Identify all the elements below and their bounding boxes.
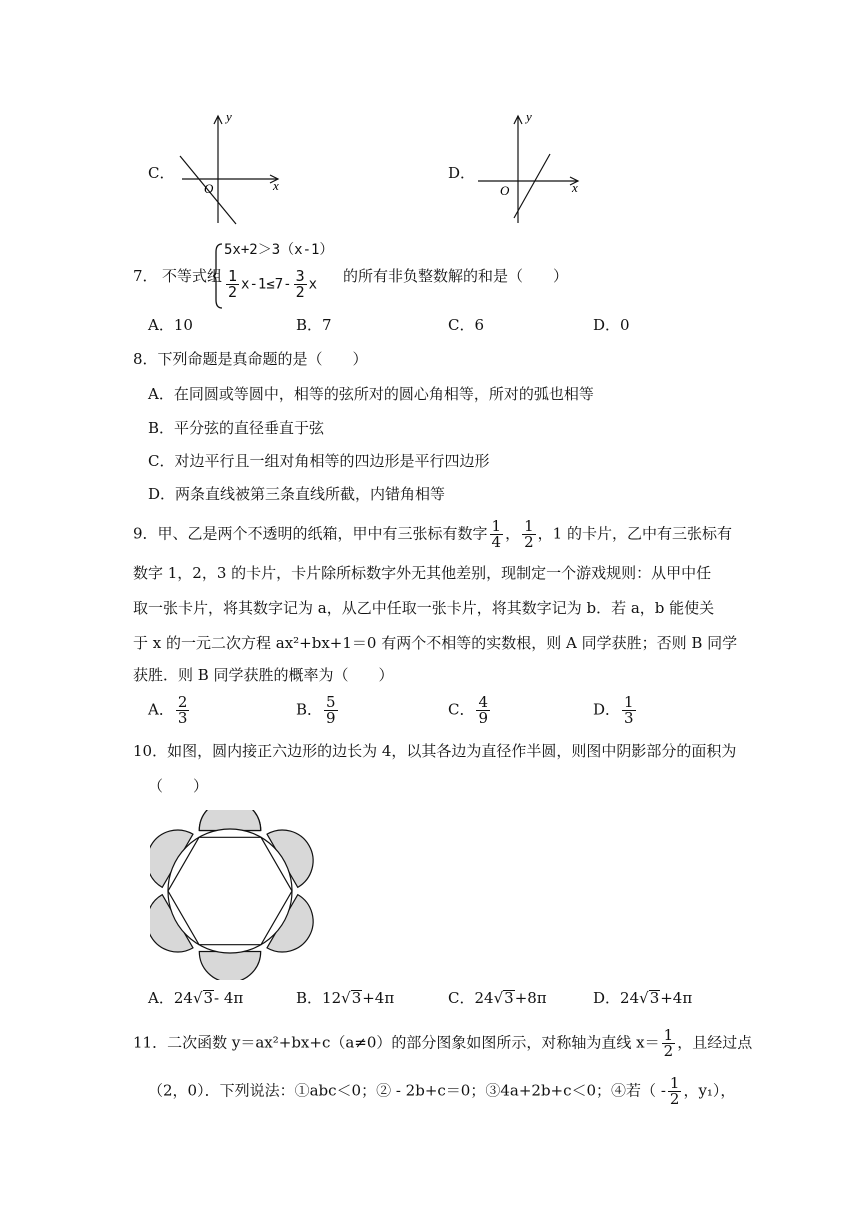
q10-option-a: A．24√3- 4π [148,989,244,1007]
q9-line-3: 取一张卡片，将其数字记为 a，从乙中任取一张卡片，将其数字记为 b．若 a，b 能使关 [133,599,715,617]
option-d-label: D． [448,164,476,182]
q9-line-2: 数字 1，2，3 的卡片，卡片除所标数字外无其他差别，现制定一个游戏规则：从甲中任 [133,564,712,582]
q10-option-d: D．24√3+4π [593,989,693,1007]
q7-option-a: A．10 [148,316,193,334]
option-c-label: C． [148,164,175,182]
hexagon-semicircles-figure [150,810,322,980]
system-brace [212,242,224,310]
q11-line-1: 11．二次函数 y＝ax²+bx+c（a≠0）的部分图象如图所示，对称轴为直线 x＝ $\frac{1}{2}$ ，且经过点 [133,1026,753,1060]
q10-line-1: 10．如图，圆内接正六边形的边长为 4，以其各边为直径作半圆，则图中阴影部分的面积为 [133,742,737,760]
q9-option-a: A． $\frac{2}{3}$ [148,693,188,727]
q10-option-b: B．12√3+4π [296,989,395,1007]
q8-option-b: B．平分弦的直径垂直于弦 [148,419,325,437]
q7-prefix: 不等式组 [162,267,223,285]
q9-option-b: B． $\frac{5}{9}$ [296,693,336,727]
graph-c [170,108,290,228]
q10-line-2: （ ） [148,777,209,795]
svg-text:x: x [572,180,578,195]
q8-option-d: D．两条直线被第三条直线所截，内错角相等 [148,485,446,503]
q7-suffix: 的所有非负整数解的和是（ ） [343,267,569,285]
q11-line-2: （2，0）．下列说法：①abc＜0；② - 2b+c＝0；③4a+2b+c＜0；④若（ - $\frac{1}{2}$ ，y₁）， [148,1074,736,1108]
y-axis-label: y [226,109,232,124]
q10-option-c: C．24√3+8π [448,989,547,1007]
svg-text:O: O [500,183,510,198]
x-axis-label: x [273,178,279,193]
q8-option-c: C．对边平行且一组对角相等的四边形是平行四边形 [148,452,490,470]
svg-text:y: y [526,109,532,124]
q7-option-d: D．0 [593,316,630,334]
q9-line-5: 获胜．则 B 同学获胜的概率为（ ） [133,666,394,684]
q8-stem: 8．下列命题是真命题的是（ ） [133,350,368,368]
q8-option-a: A．在同圆或等圆中，相等的弦所对的圆心角相等，所对的弧也相等 [148,385,594,403]
graph-d [470,108,590,228]
q7-inequality-1: 5x+2＞3（x-1） [224,242,334,258]
q9-option-d: D． $\frac{1}{3}$ [593,693,634,727]
q9-option-c: C． $\frac{4}{9}$ [448,693,489,727]
q7-option-c: C．6 [448,316,485,334]
q7-option-b: B．7 [296,316,332,334]
q7-number: 7． [133,267,158,285]
q9-line-4: 于 x 的一元二次方程 ax²+bx+1＝0 有两个不相等的实数根，则 A 同学获胜；否则 B 同学 [133,634,738,652]
origin-label: O [204,181,214,196]
q9-line-1: 9．甲、乙是两个不透明的纸箱，甲中有三张标有数字 $\frac{1}{4}$ ， $\frac{1}{2}$ ，1 的卡片，乙中有三张标有 [133,517,732,551]
q7-inequality-2: $\frac{1}{2}$ x-1≤7- $\frac{3}{2}$ x [228,267,318,301]
